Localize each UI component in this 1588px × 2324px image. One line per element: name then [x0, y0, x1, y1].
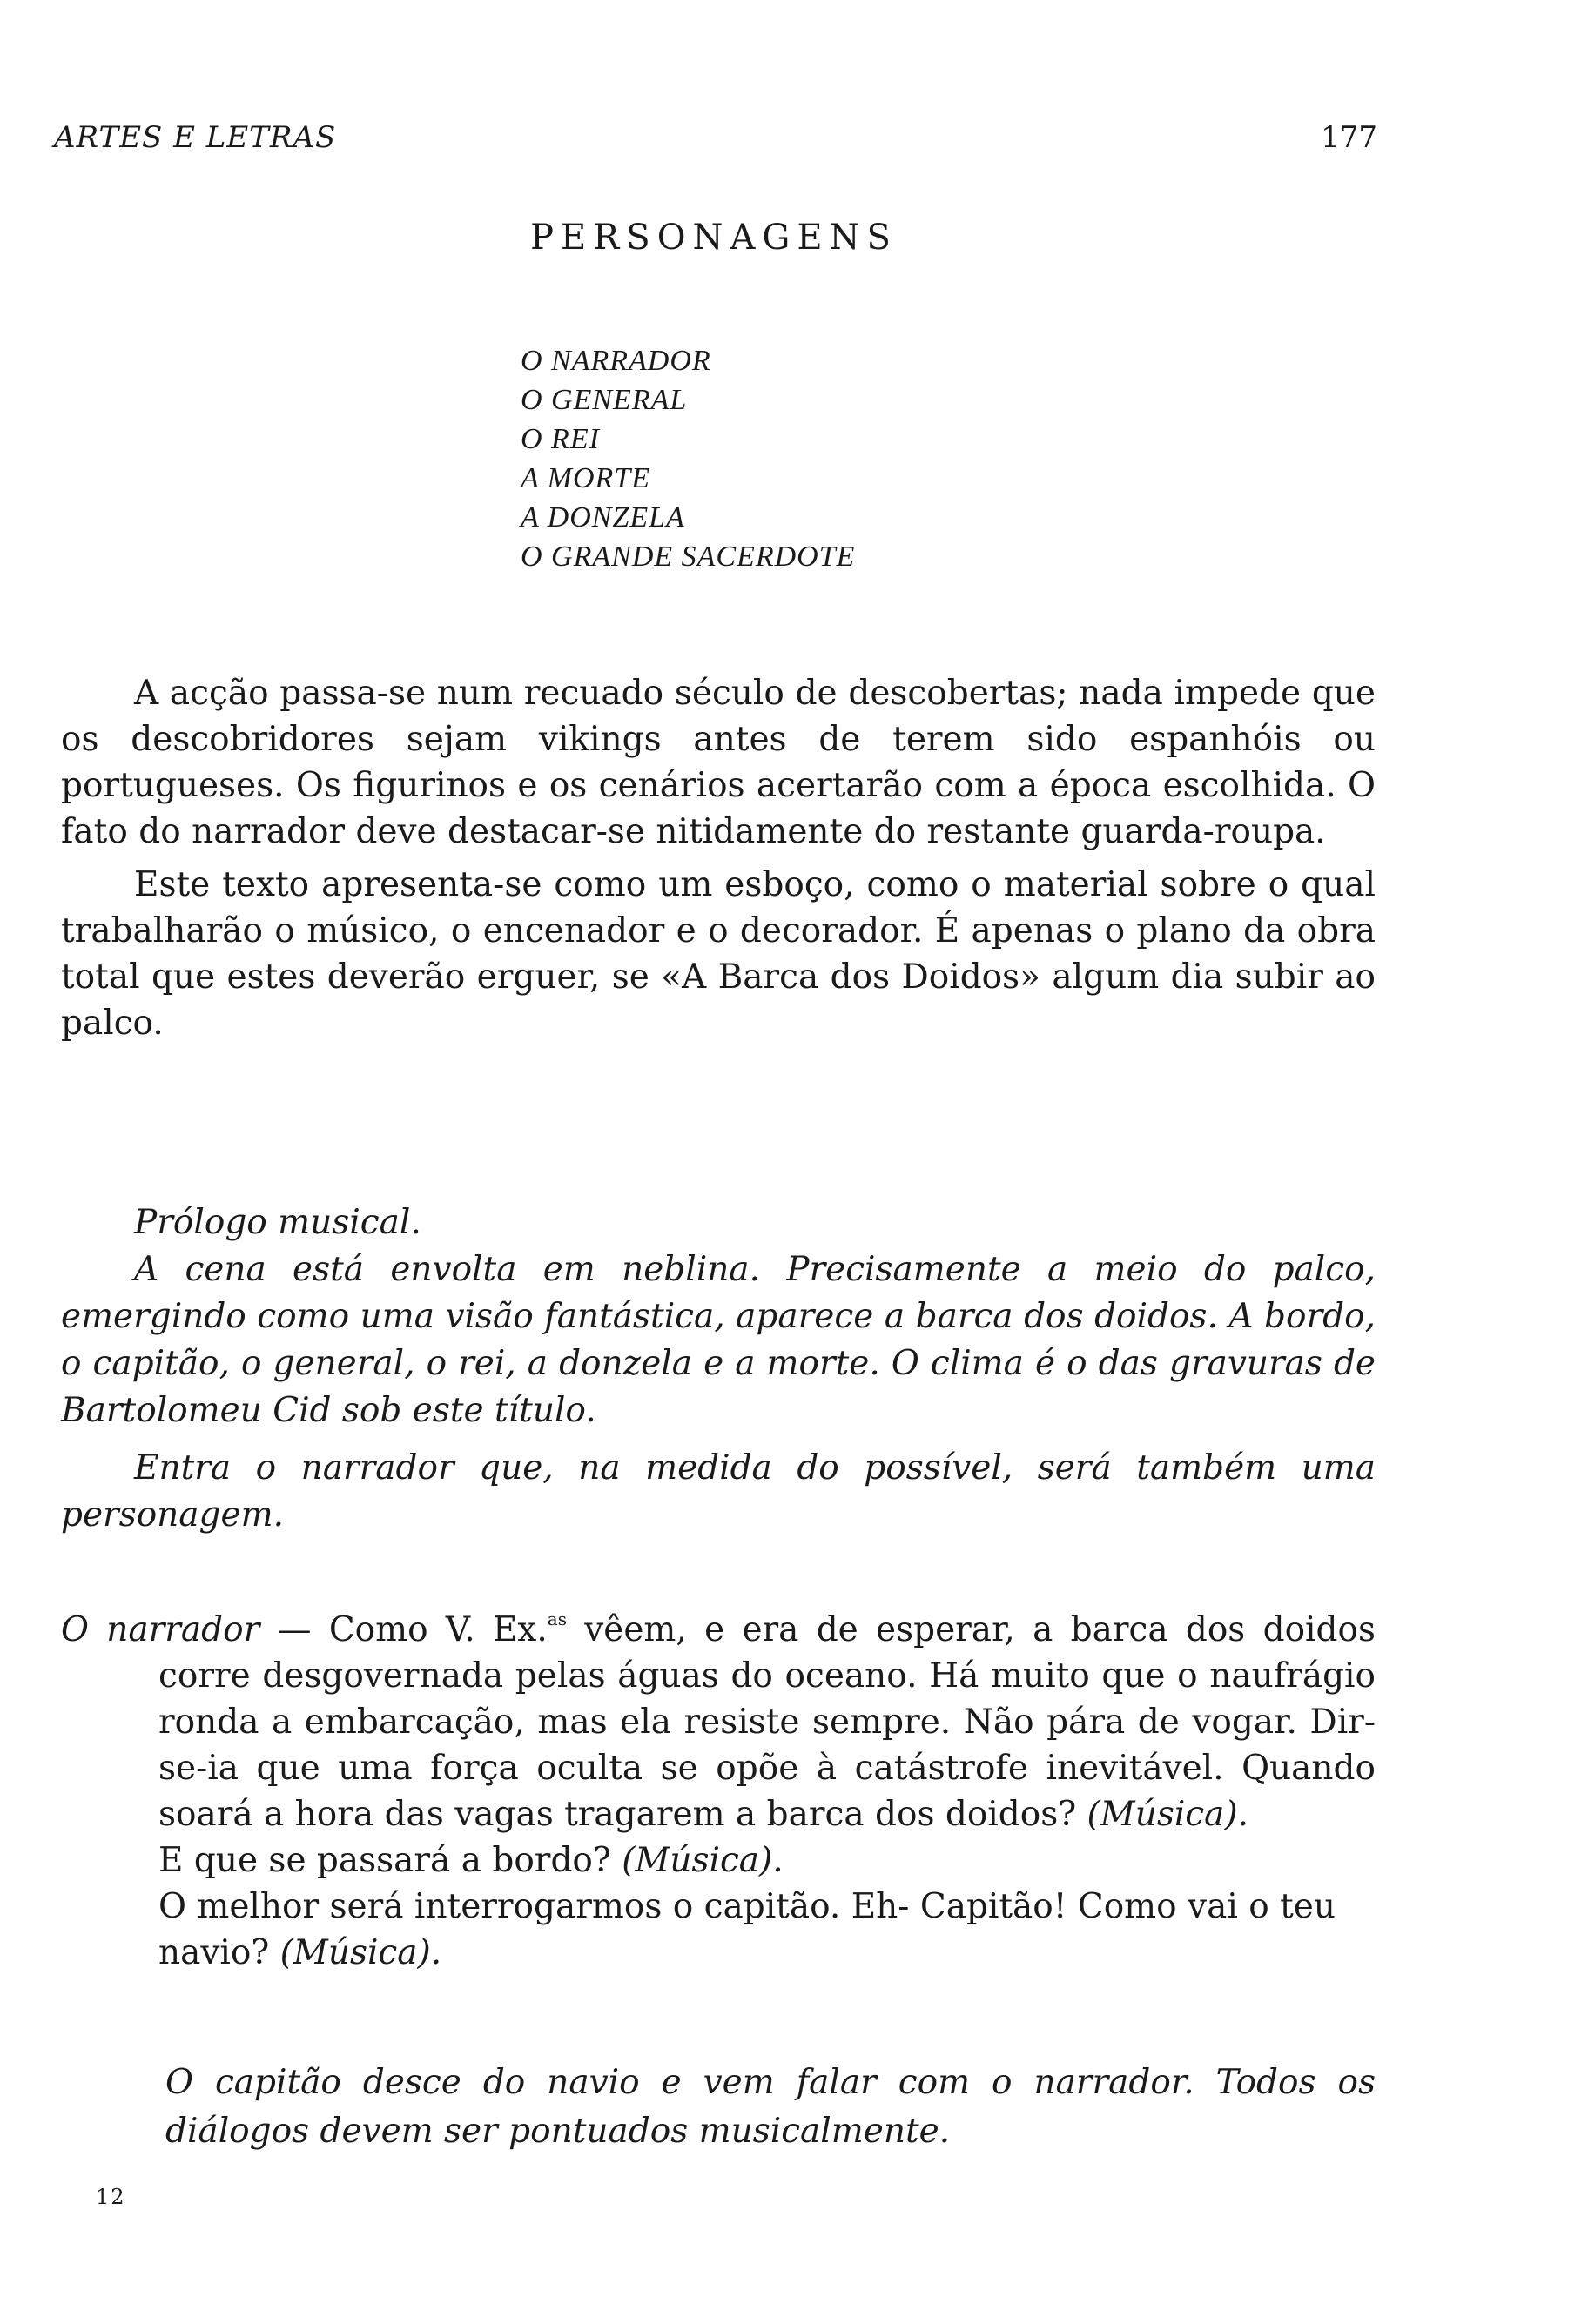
intro-text	[61, 670, 1376, 1046]
speaker-dash: —	[259, 1610, 329, 1649]
running-header	[54, 120, 1377, 155]
scene-direction: A cena está envolta em neblina. Precisamente a meio do palco, emergindo como uma visão fantástica, aparece a barca dos doidos. A bordo, o capitão, o general, o rei, a donzela e a morte. O clima é o das gravuras de Bartolomeu Cid sob este título.	[61, 1250, 1376, 1430]
cast-item: A DONZELA	[521, 501, 685, 534]
abbreviation-superscript: as	[547, 1609, 567, 1629]
dialogue-block	[61, 1596, 1376, 1976]
cast-item: O GENERAL	[521, 384, 688, 416]
intro-paragraph: A acção passa-se num recuado século de descobertas; nada impede que os descobridores sejam vikings antes de terem sido espanhóis ou portugueses. Os figurinos e os cenários acertarão com a época escolhida. O fato do narrador deve destacar-se nitidamente do restante guarda-roupa.	[61, 674, 1376, 851]
intro-paragraph: Este texto apresenta-se como um esboço, como o material sobre o qual trabalharão o músico, o encenador e o decorador. É apenas o plano da obra total que estes deverão erguer, se «A Barca dos Doidos» algum dia subir ao palco.	[61, 865, 1376, 1043]
entrance-direction: Entra o narrador que, na medida do possível, será também uma personagem.	[61, 1448, 1376, 1535]
cast-item: O NARRADOR	[521, 345, 711, 377]
page-number: 177	[1321, 120, 1377, 155]
cast-heading: PERSONAGENS	[530, 218, 898, 258]
running-head-title: ARTES E LETRAS	[54, 120, 337, 155]
music-cue: (Música).	[1087, 1795, 1249, 1834]
speech-paragraph	[61, 1596, 1376, 1837]
cast-list	[521, 341, 855, 576]
speech-line	[61, 1837, 1376, 1884]
speech-text: vêem, e era de esperar, a barca dos doidos corre desgovernada pelas águas do oceano. Há muito que o naufrágio ronda a embarcação, mas ela resiste sempre. Não pára de vogar. Dir-se-ia que uma força oculta se opõe à catástrofe inevitável. Quando soará a hora das vagas tragarem a barca dos doidos?	[158, 1610, 1376, 1834]
signature-mark: 12	[96, 2185, 126, 2209]
speaker-name: O narrador	[61, 1610, 260, 1649]
closing-direction-text: O capitão desce do navio e vem falar com o narrador. Todos os diálogos devem ser pontuados musicalmente.	[165, 2063, 1376, 2151]
speech-text: O melhor será interrogarmos o capitão. Eh- Capitão! Como vai o teu navio?	[158, 1887, 1336, 1972]
prologue-directions	[61, 1199, 1376, 1539]
music-cue: (Música).	[622, 1841, 784, 1880]
speech-text: Como V. Ex.	[328, 1610, 548, 1649]
cast-item: A MORTE	[521, 462, 650, 494]
prologue-heading: Prólogo musical.	[134, 1203, 421, 1242]
speech-text: E que se passará a bordo?	[158, 1841, 622, 1880]
closing-direction	[165, 2059, 1376, 2156]
cast-item: O REI	[521, 423, 600, 455]
music-cue: (Música).	[279, 1933, 442, 1972]
speech-line	[61, 1884, 1376, 1976]
cast-item: O GRANDE SACERDOTE	[521, 541, 856, 573]
